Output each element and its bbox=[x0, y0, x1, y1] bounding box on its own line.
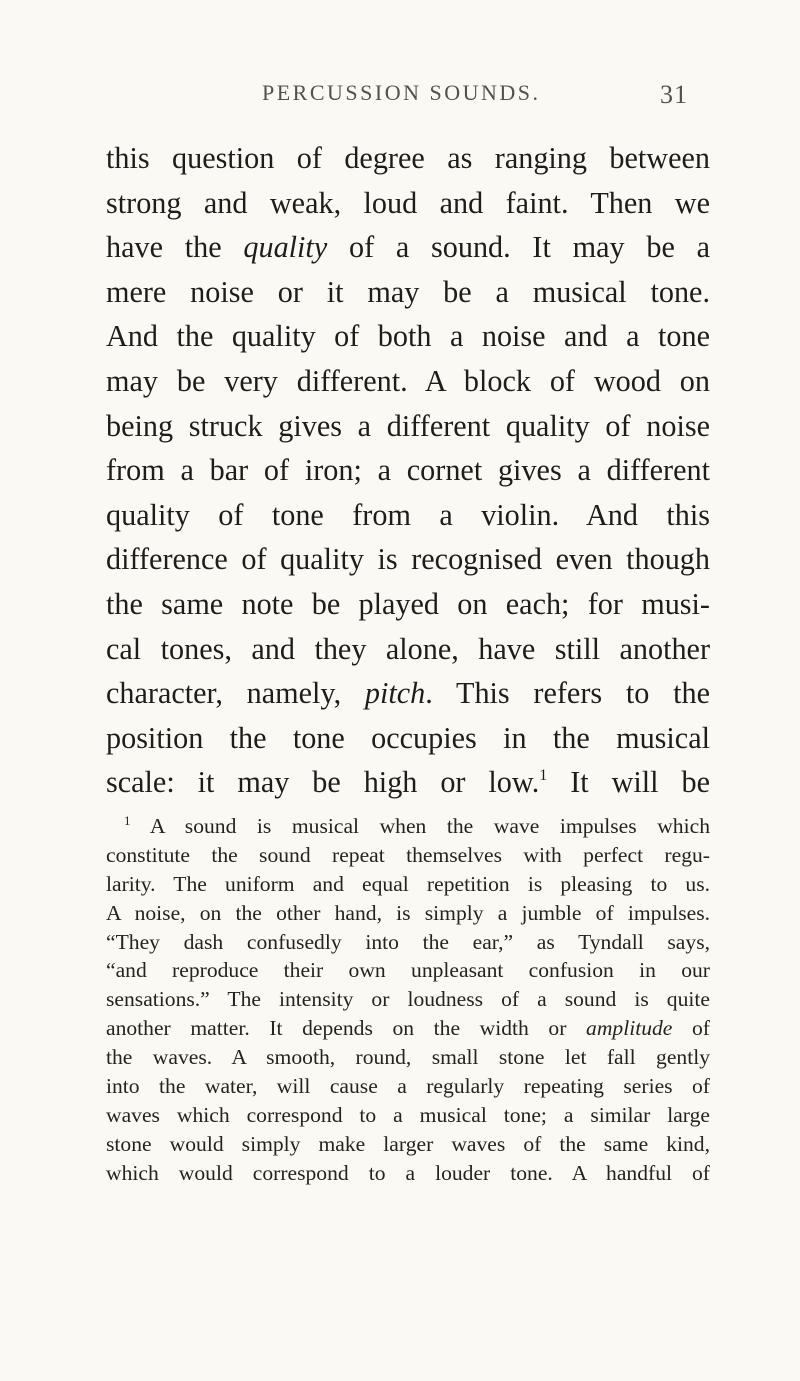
body-line: difference of quality is recognised even though bbox=[106, 542, 710, 577]
footnote-reference: 1 bbox=[539, 767, 548, 785]
body-line: strong and weak, loud and faint. Then we bbox=[106, 185, 710, 220]
body-line: from a bar of iron; a cornet gives a different bbox=[106, 453, 710, 488]
footnote-line: “and reproduce their own unpleasant confusion in our bbox=[106, 958, 710, 983]
body-paragraph bbox=[106, 136, 710, 805]
footnote-line: stone would simply make larger waves of the same kind, bbox=[106, 1131, 710, 1156]
body-line: position the tone occupies in the musical bbox=[106, 720, 710, 755]
body-line: mere noise or it may be a musical tone. bbox=[106, 274, 710, 309]
footnote-line: waves which correspond to a musical tone; a similar large bbox=[106, 1102, 710, 1127]
body-line: scale: it may be high or low.$^1$ It will be bbox=[106, 765, 710, 800]
emphasis-quality: quality bbox=[243, 230, 328, 265]
footnote-line: larity. The uniform and equal repetition is pleasing to us. bbox=[106, 871, 710, 896]
footnote-line: the waves. A smooth, round, small stone let fall gently bbox=[106, 1045, 710, 1070]
emphasis-amplitude: amplitude bbox=[586, 1016, 673, 1041]
footnote-marker: 1 bbox=[124, 813, 131, 828]
footnote-line: into the water, will cause a regularly repeating series of bbox=[106, 1074, 710, 1099]
emphasis-pitch: pitch bbox=[364, 676, 426, 711]
running-head-title: PERCUSSION SOUNDS. bbox=[262, 80, 541, 105]
body-line: this question of degree as ranging between bbox=[106, 141, 710, 175]
footnote-line: A noise, on the other hand, is simply a jumble of impulses. bbox=[106, 900, 710, 925]
body-line: And the quality of both a noise and a tone bbox=[106, 319, 710, 354]
body-line: character, namely, pitch. This refers to the bbox=[106, 676, 711, 711]
running-head bbox=[222, 80, 688, 116]
footnote-line: sensations.” The intensity or loudness of a sound is quite bbox=[106, 987, 710, 1012]
footnote-line: another matter. It depends on the width or amplitude of bbox=[106, 1016, 710, 1041]
body-line: have the quality of a sound. It may be a bbox=[106, 230, 710, 265]
page-number: 31 bbox=[660, 80, 688, 109]
footnote-line: which would correspond to a louder tone. A handful of bbox=[106, 1160, 710, 1185]
body-line: cal tones, and they alone, have still another bbox=[106, 631, 710, 666]
body-line: the same note be played on each; for musi- bbox=[106, 586, 710, 621]
body-line: may be very different. A block of wood on bbox=[106, 363, 710, 398]
footnote-line: “They dash confusedly into the ear,” as Tyndall says, bbox=[106, 929, 710, 954]
footnote bbox=[106, 812, 710, 1188]
body-line: being struck gives a different quality of noise bbox=[106, 408, 710, 443]
footnote-line: $^1$ A sound is musical when the wave impulses which bbox=[124, 813, 710, 838]
footnote-line: constitute the sound repeat themselves with perfect regu- bbox=[106, 842, 710, 867]
body-line: quality of tone from a violin. And this bbox=[106, 497, 710, 532]
